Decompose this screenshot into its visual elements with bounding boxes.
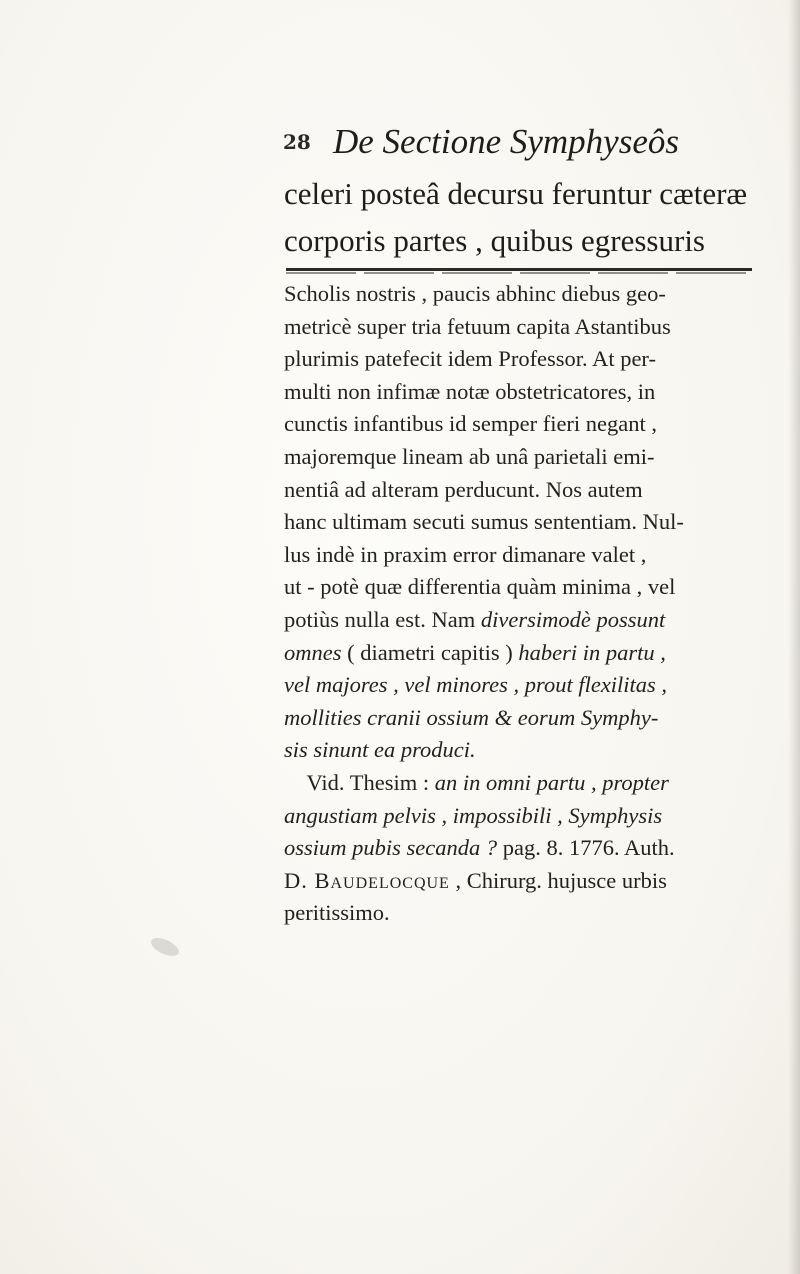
footnote-line [284, 865, 754, 898]
footnote-roman-text: potiùs nulla est. Nam [284, 606, 481, 632]
main-text-line: corporis partes , quibus egressuris [284, 223, 705, 258]
footnote-line [284, 637, 754, 670]
footnote-line: Scholis nostris , paucis abhinc diebus geo- [284, 281, 666, 306]
main-text-line: celeri posteâ decursu feruntur cæteræ [284, 176, 748, 211]
page-number: 28 [283, 130, 311, 154]
page-edge-shadow [788, 0, 800, 1274]
page-header [283, 118, 743, 168]
footnote-line [284, 767, 754, 800]
footnote-line: sis sinunt ea produci. [284, 737, 476, 763]
footnote-line [284, 832, 754, 865]
footnote-italic-text: omnes [284, 639, 342, 665]
footnote-roman-text: , Chirurg. hujusce urbis [449, 867, 667, 893]
footnote-roman-text: Vid. Thesim : [306, 769, 435, 795]
footnote-roman-text: pag. 8. 1776. Auth. [497, 835, 675, 861]
footnote-line: metricè super tria fetuum capita Astantibus [284, 313, 671, 339]
footnote-line: plurimis patefecit idem Professor. At per- [284, 346, 656, 372]
footnote [284, 278, 754, 930]
footnote-line: angustiam pelvis , impossibili , Symphysis [284, 802, 663, 828]
footnote-italic-text: ossium pubis secanda ? [284, 835, 498, 861]
author-name: D. Baudelocque [284, 867, 450, 893]
footnote-line: nentiâ ad alteram perducunt. Nos autem [284, 476, 643, 502]
footnote-line: majoremque lineam ab unâ parietali emi- [284, 443, 655, 469]
footnote-line: hanc ultimam secuti sumus sententiam. Nul- [284, 509, 684, 535]
footnote-italic-text: an in omni partu , propter [434, 769, 669, 795]
footnote-line: peritissimo. [284, 900, 390, 926]
footnote-line: mollities cranii ossium & eorum Symphy- [284, 704, 659, 730]
footnote-line [284, 604, 754, 637]
footnote-line: lus indè in praxim error dimanare valet , [284, 541, 647, 567]
footnote-roman-text: ( diametri capitis ) [341, 639, 519, 665]
main-text [284, 170, 754, 264]
footnote-line: ut - potè quæ differentia quàm minima , vel [284, 574, 676, 600]
footnote-divider [286, 268, 752, 271]
footnote-line: cunctis infantibus id semper fieri negant , [284, 411, 658, 437]
footnote-line: multi non infimæ notæ obstetricatores, in [284, 378, 656, 404]
footnote-italic-text: diversimodè possunt [480, 606, 666, 632]
footnote-line: vel majores , vel minores , prout flexilitas , [284, 672, 668, 698]
footnote-italic-text: haberi in partu , [518, 639, 666, 665]
running-title: De Sectione Symphyseôs [333, 122, 679, 161]
paper-stain [148, 934, 181, 959]
